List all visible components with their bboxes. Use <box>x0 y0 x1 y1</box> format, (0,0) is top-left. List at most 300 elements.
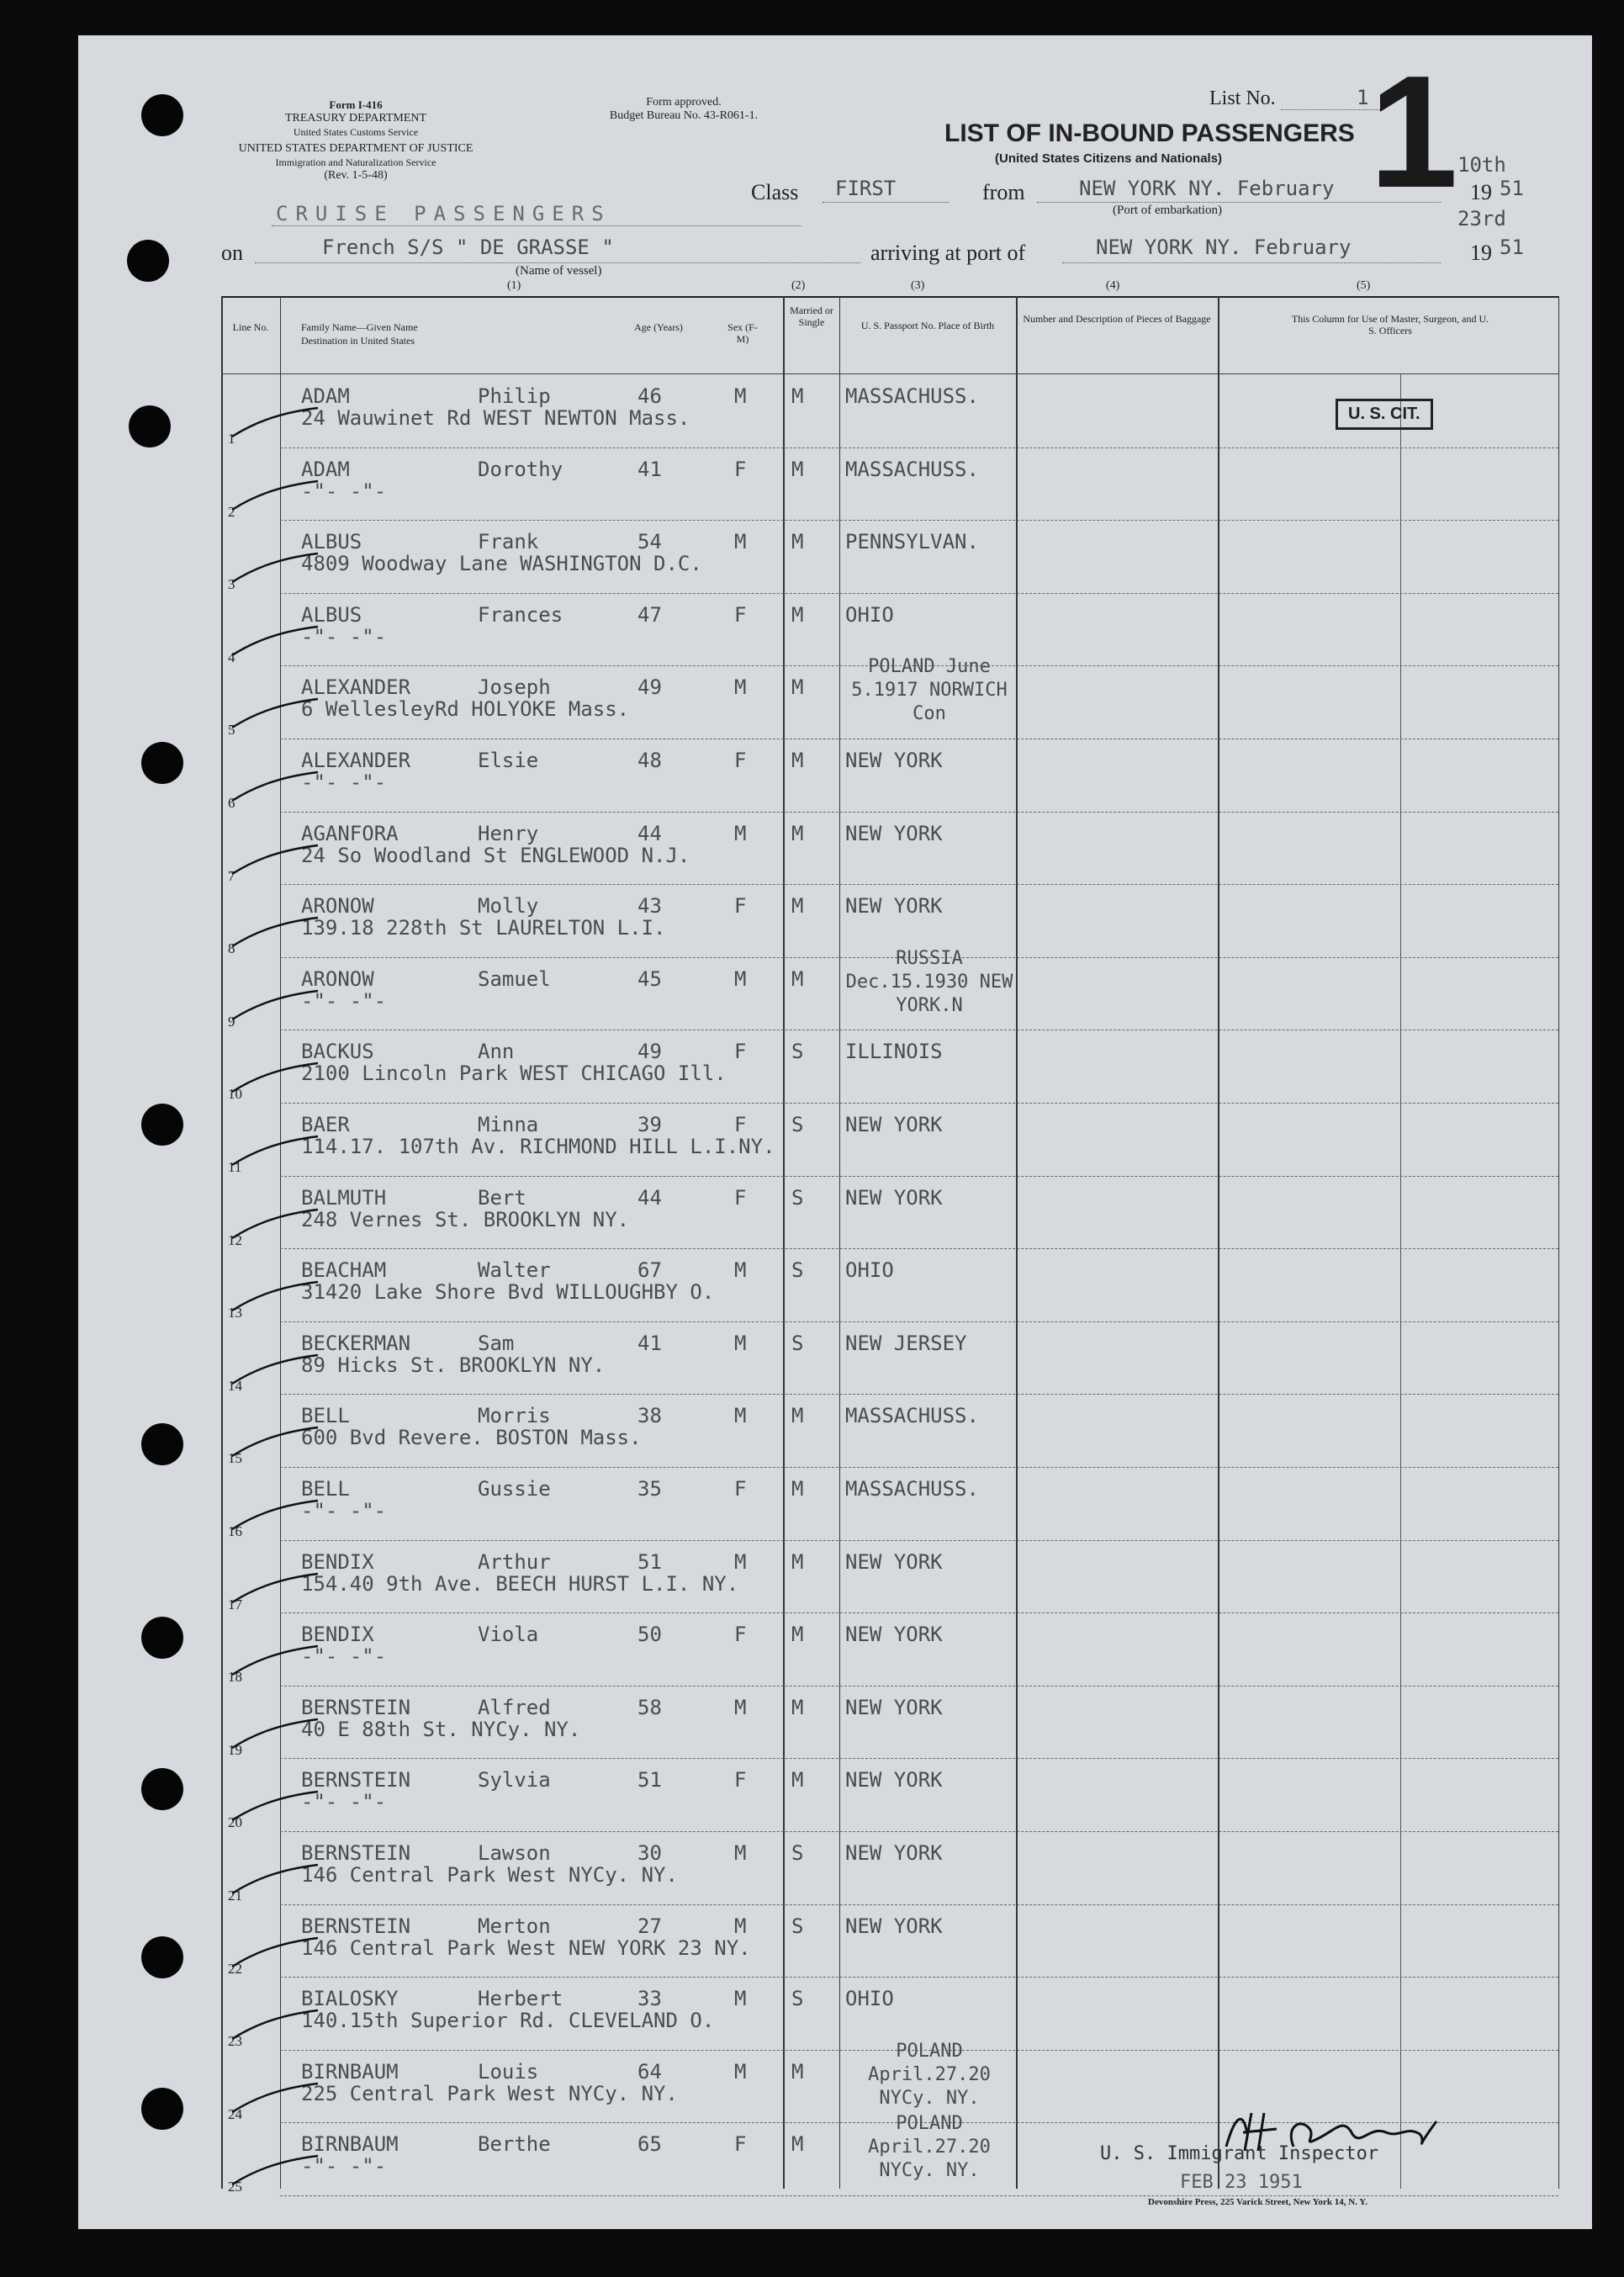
col-head-baggage: Number and Description of Pieces of Baggage <box>1023 313 1211 325</box>
sex: M <box>734 675 747 700</box>
row-line-no: 21 <box>228 1888 242 1904</box>
check-mark <box>225 547 326 589</box>
sex: M <box>734 384 747 408</box>
family-name: ADAM <box>301 384 350 408</box>
given-name: Sylvia <box>478 1768 551 1792</box>
sex: F <box>734 1477 747 1501</box>
row-line-no: 4 <box>228 649 235 665</box>
treasury-dept: TREASURY DEPARTMENT <box>284 112 427 124</box>
destination-address: -"- -"- <box>301 1644 387 1669</box>
arrive-line <box>1062 262 1441 263</box>
marital-status: S <box>791 1331 804 1355</box>
given-name: Ann <box>478 1040 515 1064</box>
check-mark <box>225 692 326 734</box>
place-of-birth: POLAND June 5.1917 NORWICH Con <box>851 656 1008 725</box>
row-line-no: 7 <box>228 867 235 884</box>
table-row <box>78 656 1592 739</box>
age: 44 <box>637 821 662 845</box>
manifest-page <box>78 35 1592 2229</box>
given-name: Henry <box>478 821 539 845</box>
punch-hole <box>141 94 183 136</box>
marital-status: S <box>791 1841 804 1865</box>
table-row <box>78 1395 1592 1468</box>
table-row <box>78 1178 1592 1250</box>
from-day: 10th <box>1457 153 1506 177</box>
us-citizen-stamp: U. S. CIT. <box>1336 399 1433 430</box>
place-of-birth: RUSSIA Dec.15.1930 NEW YORK.N <box>845 947 1013 1016</box>
place-of-birth: NEW YORK <box>845 894 943 919</box>
check-mark <box>225 1494 326 1536</box>
col-head-sex: Sex (F-M) <box>727 321 758 345</box>
age: 44 <box>637 1185 662 1210</box>
marital-status: M <box>791 1477 804 1501</box>
col-head-age: Age (Years) <box>634 321 683 333</box>
marital-status: M <box>791 1768 804 1792</box>
table-row <box>78 522 1592 594</box>
given-name: Walter <box>478 1258 551 1283</box>
given-name: Louis <box>478 2059 539 2084</box>
class-label: Class <box>751 180 799 204</box>
age: 50 <box>637 1623 662 1647</box>
family-name: ALEXANDER <box>301 749 411 772</box>
row-line-no: 22 <box>228 1960 242 1977</box>
sex: M <box>734 821 747 845</box>
sex: F <box>734 602 747 627</box>
marital-status: M <box>791 1404 804 1428</box>
port-embark-caption: (Port of embarkation) <box>1113 204 1222 217</box>
family-name: BACKUS <box>301 1040 374 1064</box>
list-subtitle: (United States Citizens and Nationals) <box>995 151 1223 166</box>
age: 27 <box>637 1914 662 1938</box>
given-name: Minna <box>478 1113 539 1136</box>
age: 54 <box>637 530 662 554</box>
sex: F <box>734 1040 747 1064</box>
family-name: BENDIX <box>301 1623 374 1647</box>
vessel-name: French S/S " DE GRASSE " <box>322 236 614 259</box>
form-approved: Form approved. <box>646 96 722 109</box>
sex: M <box>734 1987 747 2011</box>
inspector-date: FEB 23 1951 <box>1180 2172 1303 2193</box>
table-row <box>78 1833 1592 1905</box>
sex: M <box>734 1695 747 1719</box>
check-mark <box>225 1785 326 1827</box>
col-head-line-no: Line No. <box>232 321 269 333</box>
place-of-birth: NEW YORK <box>845 1623 943 1647</box>
sex: M <box>734 1841 747 1865</box>
check-mark <box>225 1130 326 1172</box>
age: 58 <box>637 1695 662 1719</box>
table-row <box>78 1469 1592 1541</box>
marital-status: M <box>791 1623 804 1647</box>
given-name: Lawson <box>478 1841 551 1865</box>
row-line-no: 16 <box>228 1523 242 1539</box>
from-year: 51 <box>1500 177 1524 200</box>
row-line-no: 10 <box>228 1086 242 1103</box>
col-num-5: (5) <box>1357 279 1371 292</box>
sex: F <box>734 1768 747 1792</box>
table-row <box>78 449 1592 522</box>
marital-status: M <box>791 457 804 481</box>
destination-address: 24 Wauwinet Rd WEST NEWTON Mass. <box>301 406 690 430</box>
place-of-birth: PENNSYLVAN. <box>845 530 979 554</box>
check-mark <box>225 2004 326 2046</box>
destination-address: -"- -"- <box>301 1790 387 1814</box>
inspector-signature <box>1218 2100 1521 2159</box>
check-mark <box>225 1567 326 1609</box>
check-mark <box>225 1275 326 1317</box>
family-name: BIALOSKY <box>301 1987 399 2011</box>
table-row <box>78 595 1592 667</box>
place-of-birth: NEW YORK <box>845 1914 943 1938</box>
destination-address: -"- -"- <box>301 770 387 794</box>
sex: F <box>734 457 747 481</box>
from-year-prefix: 19 <box>1470 180 1492 204</box>
table-header-border <box>221 373 1558 374</box>
sex: F <box>734 1185 747 1210</box>
form-approval <box>574 96 793 123</box>
given-name: Joseph <box>478 675 551 700</box>
check-mark <box>225 1203 326 1245</box>
given-name: Morris <box>478 1404 551 1428</box>
age: 46 <box>637 384 662 408</box>
sex: M <box>734 1914 747 1938</box>
destination-address: 24 So Woodland St ENGLEWOOD N.J. <box>301 843 690 867</box>
row-line-no: 6 <box>228 795 235 811</box>
budget-bureau: Budget Bureau No. 43-R061-1. <box>609 109 759 122</box>
form-revision: (Rev. 1-5-48) <box>324 169 388 182</box>
sex: M <box>734 1331 747 1355</box>
given-name: Gussie <box>478 1477 551 1501</box>
place-of-birth: POLAND April.27.20 NYCy. NY. <box>868 2040 991 2109</box>
destination-address: 6 WellesleyRd HOLYOKE Mass. <box>301 697 630 722</box>
given-name: Philip <box>478 384 551 408</box>
col-head-married: Married or Single <box>790 304 833 328</box>
check-mark <box>225 765 326 808</box>
printer-imprint: Devonshire Press, 225 Varick Street, New York 14, N. Y. <box>1148 2197 1367 2207</box>
row-line-no: 23 <box>228 2033 242 2050</box>
col-num-2: (2) <box>791 279 806 292</box>
marital-status: S <box>791 1914 804 1938</box>
vessel-line <box>255 262 860 263</box>
row-line-no: 24 <box>228 2105 242 2122</box>
ins-service: Immigration and Naturalization Service <box>275 156 436 168</box>
destination-address: 225 Central Park West NYCy. NY. <box>301 2081 678 2105</box>
list-no-label: List No. <box>1209 87 1276 109</box>
marital-status: S <box>791 1040 804 1064</box>
place-of-birth: MASSACHUSS. <box>845 457 979 481</box>
check-mark <box>225 911 326 953</box>
check-mark <box>225 1858 326 1900</box>
destination-address: 139.18 228th St LAURELTON L.I. <box>301 916 666 940</box>
marital-status: M <box>791 675 804 700</box>
place-of-birth: MASSACHUSS. <box>845 1477 979 1501</box>
place-of-birth: OHIO <box>845 602 894 627</box>
place-of-birth: MASSACHUSS. <box>845 1404 979 1428</box>
destination-address: -"- -"- <box>301 624 387 649</box>
family-name: ALBUS <box>301 530 362 554</box>
row-line-no: 13 <box>228 1305 242 1321</box>
table-row <box>78 1031 1592 1104</box>
given-name: Arthur <box>478 1549 551 1574</box>
place-of-birth: NEW JERSEY <box>845 1331 967 1355</box>
destination-address: 40 E 88th St. NYCy. NY. <box>301 1717 581 1741</box>
place-of-birth: NEW YORK <box>845 749 943 772</box>
customs-service: United States Customs Service <box>293 126 419 138</box>
family-name: BELL <box>301 1404 350 1428</box>
check-mark <box>225 2149 326 2191</box>
sex: F <box>734 749 747 772</box>
family-name: BAER <box>301 1113 350 1136</box>
table-row <box>78 1614 1592 1687</box>
family-name: BERNSTEIN <box>301 1768 411 1792</box>
family-name: BALMUTH <box>301 1185 387 1210</box>
list-no-line <box>1281 109 1382 110</box>
class-value: FIRST <box>835 177 897 200</box>
row-line-no: 18 <box>228 1669 242 1686</box>
check-mark <box>225 984 326 1026</box>
family-name: BIRNBAUM <box>301 2059 399 2084</box>
row-line-no: 14 <box>228 1377 242 1394</box>
table-row <box>78 947 1592 1031</box>
age: 49 <box>637 1040 662 1064</box>
marital-status: M <box>791 2059 804 2084</box>
row-line-no: 9 <box>228 1013 235 1030</box>
row-line-no: 11 <box>228 1159 242 1175</box>
marital-status: M <box>791 602 804 627</box>
destination-address: 154.40 9th Ave. BEECH HURST L.I. NY. <box>301 1571 739 1596</box>
age: 33 <box>637 1987 662 2011</box>
row-line-no: 20 <box>228 1814 242 1831</box>
row-line-no: 1 <box>228 431 235 447</box>
check-mark <box>225 401 326 443</box>
arrive-year-prefix: 19 <box>1470 241 1492 265</box>
check-mark <box>225 1421 326 1463</box>
age: 35 <box>637 1477 662 1501</box>
table-row <box>78 1323 1592 1395</box>
family-name: ADAM <box>301 457 350 481</box>
marital-status: S <box>791 1185 804 1210</box>
destination-address: 114.17. 107th Av. RICHMOND HILL L.I.NY. <box>301 1135 775 1158</box>
given-name: Frank <box>478 530 539 554</box>
row-line-no: 15 <box>228 1450 242 1467</box>
destination-address: -"- -"- <box>301 479 387 503</box>
age: 38 <box>637 1404 662 1428</box>
age: 65 <box>637 2132 662 2157</box>
age: 51 <box>637 1549 662 1574</box>
family-name: BIRNBAUM <box>301 2132 399 2157</box>
sex: M <box>734 1549 747 1574</box>
marital-status: M <box>791 530 804 554</box>
check-mark <box>225 1931 326 1973</box>
family-name: ARONOW <box>301 894 374 919</box>
table-row <box>78 1687 1592 1760</box>
place-of-birth: NEW YORK <box>845 1185 943 1210</box>
given-name: Sam <box>478 1331 515 1355</box>
arrive-day: 23rd <box>1457 207 1506 230</box>
marital-status: S <box>791 1113 804 1136</box>
age: 64 <box>637 2059 662 2084</box>
col-num-3: (3) <box>911 279 925 292</box>
marital-status: S <box>791 1987 804 2011</box>
place-of-birth: NEW YORK <box>845 1768 943 1792</box>
place-of-birth: NEW YORK <box>845 1695 943 1719</box>
marital-status: M <box>791 894 804 919</box>
from-value: NEW YORK NY. February <box>1079 177 1335 200</box>
given-name: Merton <box>478 1914 551 1938</box>
given-name: Frances <box>478 602 563 627</box>
table-row <box>78 1906 1592 1978</box>
marital-status: M <box>791 384 804 408</box>
table-row <box>78 1542 1592 1614</box>
form-header-left <box>213 98 499 183</box>
row-line-no: 12 <box>228 1231 242 1248</box>
table-row <box>78 1250 1592 1322</box>
family-name: BEACHAM <box>301 1258 387 1283</box>
check-mark <box>225 1713 326 1755</box>
family-name: BECKERMAN <box>301 1331 411 1355</box>
on-label: on <box>221 241 243 265</box>
sex: F <box>734 894 747 919</box>
given-name: Dorothy <box>478 457 563 481</box>
family-name: ARONOW <box>301 966 374 991</box>
table-row <box>78 740 1592 813</box>
check-mark <box>225 620 326 662</box>
check-mark <box>225 1639 326 1681</box>
check-mark <box>225 839 326 881</box>
from-line <box>1037 202 1441 203</box>
place-of-birth: OHIO <box>845 1987 894 2011</box>
form-number: Form I-416 <box>329 98 383 111</box>
from-label: from <box>982 180 1025 204</box>
col-head-officers: This Column for Use of Master, Surgeon, and U. S. Officers <box>1291 313 1489 336</box>
age: 48 <box>637 749 662 772</box>
marital-status: M <box>791 966 804 991</box>
list-big-number: 1 <box>1369 43 1458 221</box>
family-name: BERNSTEIN <box>301 1695 411 1719</box>
table-row <box>78 886 1592 958</box>
place-of-birth: ILLINOIS <box>845 1040 943 1064</box>
sex: F <box>734 1623 747 1647</box>
check-mark <box>225 2077 326 2119</box>
destination-address: 146 Central Park West NEW YORK 23 NY. <box>301 1935 751 1960</box>
table-row <box>78 813 1592 886</box>
justice-dept: UNITED STATES DEPARTMENT OF JUSTICE <box>238 142 473 155</box>
age: 41 <box>637 1331 662 1355</box>
destination-address: -"- -"- <box>301 1499 387 1522</box>
given-name: Elsie <box>478 749 539 772</box>
place-of-birth: POLAND April.27.20 NYCy. NY. <box>868 2113 991 2182</box>
table-top-border <box>221 296 1558 298</box>
age: 47 <box>637 602 662 627</box>
family-name: BERNSTEIN <box>301 1841 411 1865</box>
marital-status: M <box>791 2132 804 2157</box>
row-line-no: 3 <box>228 576 235 593</box>
family-name: BELL <box>301 1477 350 1501</box>
age: 67 <box>637 1258 662 1283</box>
list-no-value: 1 <box>1357 86 1369 109</box>
col-num-1: (1) <box>507 279 521 292</box>
age: 45 <box>637 966 662 991</box>
col-head-name: Family Name—Given Name <box>301 321 418 333</box>
table-row <box>78 1760 1592 1832</box>
destination-address: 140.15th Superior Rd. CLEVELAND O. <box>301 2009 715 2033</box>
given-name: Samuel <box>478 966 551 991</box>
place-of-birth: NEW YORK <box>845 1549 943 1574</box>
destination-address: 2100 Lincoln Park WEST CHICAGO Ill. <box>301 1062 727 1086</box>
family-name: BENDIX <box>301 1549 374 1574</box>
list-title: LIST OF IN-BOUND PASSENGERS <box>944 119 1355 147</box>
given-name: Alfred <box>478 1695 551 1719</box>
destination-address: 4809 Woodway Lane WASHINGTON D.C. <box>301 552 702 576</box>
row-line-no: 5 <box>228 722 235 739</box>
col-head-passport: U. S. Passport No. Place of Birth <box>860 320 995 331</box>
row-line-no: 8 <box>228 940 235 957</box>
age: 39 <box>637 1113 662 1136</box>
destination-address: -"- -"- <box>301 988 387 1013</box>
marital-status: M <box>791 1549 804 1574</box>
destination-address: 600 Bvd Revere. BOSTON Mass. <box>301 1426 642 1450</box>
family-name: AGANFORA <box>301 821 399 845</box>
age: 41 <box>637 457 662 481</box>
check-mark <box>225 1348 326 1390</box>
marital-status: S <box>791 1258 804 1283</box>
row-line-no: 25 <box>228 2179 242 2195</box>
row-line-no: 2 <box>228 503 235 520</box>
place-of-birth: MASSACHUSS. <box>845 384 979 408</box>
class-line <box>823 202 949 203</box>
row-line-no: 17 <box>228 1596 242 1612</box>
cruise-passengers: CRUISE PASSENGERS <box>276 202 611 225</box>
cruise-line <box>272 225 801 226</box>
place-of-birth: NEW YORK <box>845 821 943 845</box>
check-mark <box>225 1056 326 1099</box>
row-line-no: 19 <box>228 1741 242 1758</box>
given-name: Viola <box>478 1623 539 1647</box>
destination-address: 146 Central Park West NYCy. NY. <box>301 1863 678 1887</box>
age: 30 <box>637 1841 662 1865</box>
arrive-value: NEW YORK NY. February <box>1096 236 1352 259</box>
given-name: Berthe <box>478 2132 551 2157</box>
age: 43 <box>637 894 662 919</box>
marital-status: M <box>791 821 804 845</box>
arriving-label: arriving at port of <box>870 241 1026 265</box>
destination-address: 31420 Lake Shore Bvd WILLOUGHBY O. <box>301 1280 715 1305</box>
marital-status: M <box>791 749 804 772</box>
family-name: BERNSTEIN <box>301 1914 411 1938</box>
place-of-birth: OHIO <box>845 1258 894 1283</box>
arrive-year: 51 <box>1500 236 1524 259</box>
vessel-caption: (Name of vessel) <box>516 264 602 278</box>
place-of-birth: NEW YORK <box>845 1113 943 1136</box>
sex: M <box>734 1258 747 1283</box>
sex: M <box>734 966 747 991</box>
sex: F <box>734 2132 747 2157</box>
sex: M <box>734 530 747 554</box>
destination-address: 248 Vernes St. BROOKLYN NY. <box>301 1207 630 1231</box>
table-row <box>78 1104 1592 1177</box>
marital-status: M <box>791 1695 804 1719</box>
destination-address: 89 Hicks St. BROOKLYN NY. <box>301 1353 606 1377</box>
given-name: Bert <box>478 1185 526 1210</box>
family-name: ALBUS <box>301 602 362 627</box>
col-head-destination: Destination in United States <box>301 335 415 347</box>
sex: M <box>734 1404 747 1428</box>
col-num-4: (4) <box>1106 279 1120 292</box>
check-mark <box>225 474 326 516</box>
given-name: Herbert <box>478 1987 563 2011</box>
place-of-birth: NEW YORK <box>845 1841 943 1865</box>
age: 49 <box>637 675 662 700</box>
